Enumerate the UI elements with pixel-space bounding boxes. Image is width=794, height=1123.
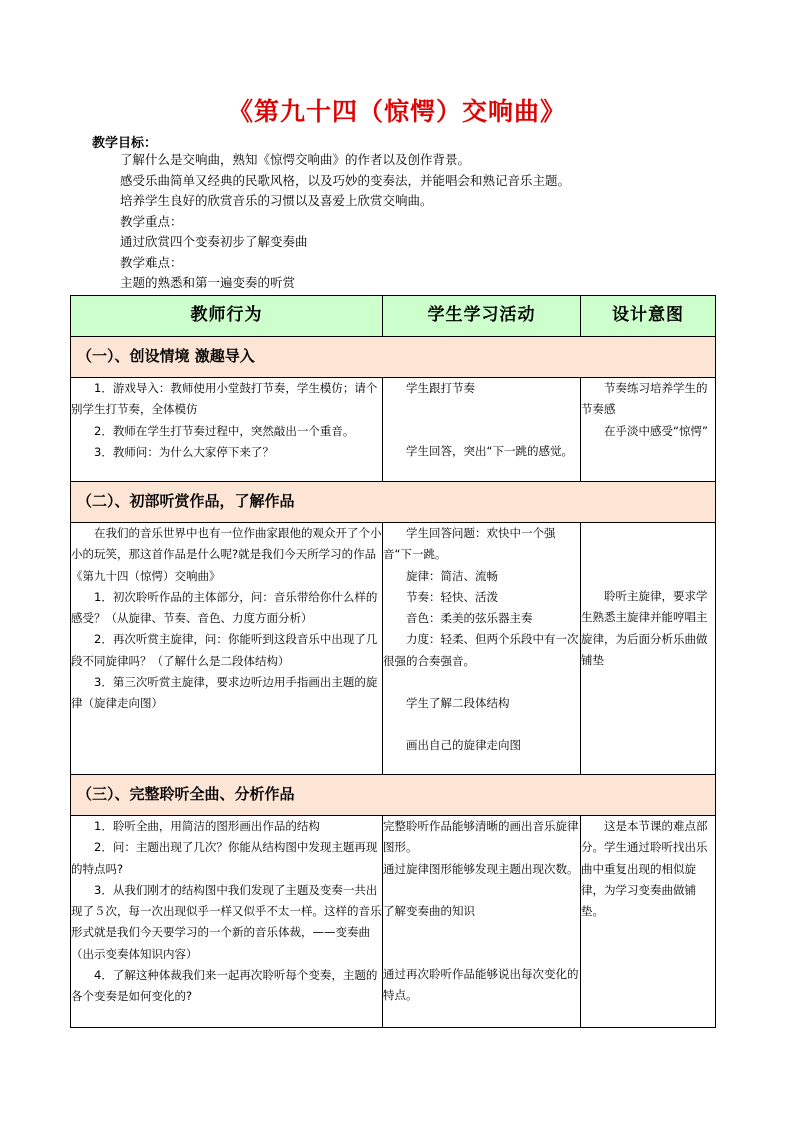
section-title: （三）、完整聆听全曲、分析作品 — [71, 775, 716, 816]
section-title-row — [71, 337, 716, 378]
header-student-activity: 学生学习活动 — [383, 296, 581, 337]
objective-line: 培养学生良好的欣赏音乐的习惯以及喜爱上欣赏交响曲。 — [120, 193, 433, 208]
student-activity: 通过再次聆听作品能够说出每次变化的特点。 — [383, 967, 579, 1003]
student-activity: 音色：柔美的弦乐器主奏 — [406, 611, 533, 626]
section-title: （一）、创设情境 激趣导入 — [71, 337, 716, 378]
objectives-heading: 教学目标： — [92, 136, 158, 151]
student-activity: 完整聆听作品能够清晰的画出音乐旋律图形。 — [383, 819, 579, 855]
teacher-step: 2．再次听赏主旋律，问：你能听到这段音乐中出现了几段不同旋律吗？（了解什么是二段体结构） — [71, 632, 378, 668]
teacher-cell — [71, 816, 383, 1028]
header-teacher-behavior: 教师行为 — [71, 296, 383, 337]
section-content-row — [71, 523, 716, 775]
intent-cell — [581, 816, 716, 1028]
teacher-step: 3．从我们刚才的结构图中我们发现了主题及变奏一共出现了５次，每一次出现似乎一样又似乎不太一样。这样的音乐形式就是我们今天要学习的一个新的音乐体裁，——变奏曲（出示变奏体知识内容） — [71, 882, 382, 961]
lesson-plan-table — [70, 295, 716, 1028]
section-content-row — [71, 816, 716, 1028]
student-activity: 学生了解二段体结构 — [406, 696, 510, 711]
design-intent: 节奏练习培养学生的节奏感 — [581, 381, 708, 417]
teacher-cell — [71, 523, 383, 775]
teacher-step: 4．了解这种体裁我们来一起再次聆听每个变奏，主题的各个变奏是如何变化的? — [71, 968, 378, 1004]
difficulty-text: 主题的熟悉和第一遍变奏的听赏 — [120, 275, 296, 290]
teacher-step: 3．第三次听赏主旋律，要求边听边用手指画出主题的旋律（旋律走向图） — [71, 675, 378, 711]
student-activity: 学生回答问题：欢快中一个强音“下一跳。 — [383, 526, 556, 562]
section-content-row — [71, 378, 716, 482]
document-title: 《第九十四（惊愕）交响曲》 — [227, 97, 566, 126]
teacher-step: 2．问：主题出现了几次？你能从结构图中发现主题再现的特点吗? — [71, 840, 378, 876]
student-cell — [383, 378, 581, 482]
design-intent: 这是本节课的难点部分。学生通过聆听找出乐曲中重复出现的相似旋律，为学习变奏曲做铺垫。 — [581, 819, 708, 919]
student-activity: 旋律：简洁、流畅 — [406, 568, 498, 583]
teacher-step: 1．游戏导入：教师使用小堂鼓打节奏，学生模仿；请个别学生打节奏，全体模仿 — [71, 381, 378, 417]
student-cell — [383, 523, 581, 775]
teacher-step: 2．教师在学生打节奏过程中，突然敲出一个重音。 — [94, 423, 355, 438]
student-activity: 画出自己的旋律走向图 — [406, 738, 521, 753]
objectives-list — [120, 150, 570, 294]
student-activity: 节奏：轻快、活泼 — [406, 589, 498, 604]
objective-line: 感受乐曲简单又经典的民歌风格，以及巧妙的变奏法，并能唱会和熟记音乐主题。 — [120, 172, 571, 188]
section-title-row — [71, 775, 716, 816]
student-activity: 通过旋律图形能够发现主题出现次数。 — [383, 861, 579, 876]
table-header-row — [71, 296, 716, 337]
section-title: （二）、初部听赏作品，了解作品 — [71, 482, 716, 523]
teacher-step: 1．聆听全曲，用简洁的图形画出作品的结构 — [94, 819, 320, 833]
difficulty-heading: 教学难点： — [120, 254, 183, 270]
intent-cell — [581, 523, 716, 775]
student-cell — [383, 816, 581, 1028]
intent-cell — [581, 378, 716, 482]
header-design-intent: 设计意图 — [581, 296, 716, 337]
design-intent: 聆听主旋律，要求学生熟悉主旋律并能哼唱主旋律，为后面分析乐曲做铺垫 — [581, 589, 708, 667]
student-activity: 学生跟打节奏 — [406, 381, 475, 395]
student-activity: 了解变奏曲的知识 — [383, 903, 475, 918]
teacher-step: 3．教师问：为什么大家停下来了？ — [94, 444, 274, 459]
teacher-step: 1．初次聆听作品的主体部分，问：音乐带给你什么样的感受？（从旋律、节奏、音色、力度方面分析） — [71, 589, 378, 626]
teacher-step: 在我们的音乐世界中也有一位作曲家跟他的观众开了个小小的玩笑，那这首作品是什么呢?就是我们今天所学习的作品《第九十四（惊愕）交响曲》 — [71, 526, 382, 583]
design-intent: 在乎淡中感受“惊愕” — [604, 423, 708, 438]
student-activity: 学生回答，突出“下一跳的感觉。 — [406, 444, 573, 459]
key-points-heading: 教学重点： — [120, 213, 183, 229]
student-activity: 力度：轻柔、但两个乐段中有一次很强的合奏强音。 — [383, 632, 579, 668]
teacher-cell — [71, 378, 383, 482]
key-points-text: 通过欣赏四个变奏初步了解变奏曲 — [120, 234, 308, 249]
section-title-row — [71, 482, 716, 523]
objective-line: 了解什么是交响曲，熟知《惊愕交响曲》的作者以及创作背景。 — [120, 152, 471, 167]
